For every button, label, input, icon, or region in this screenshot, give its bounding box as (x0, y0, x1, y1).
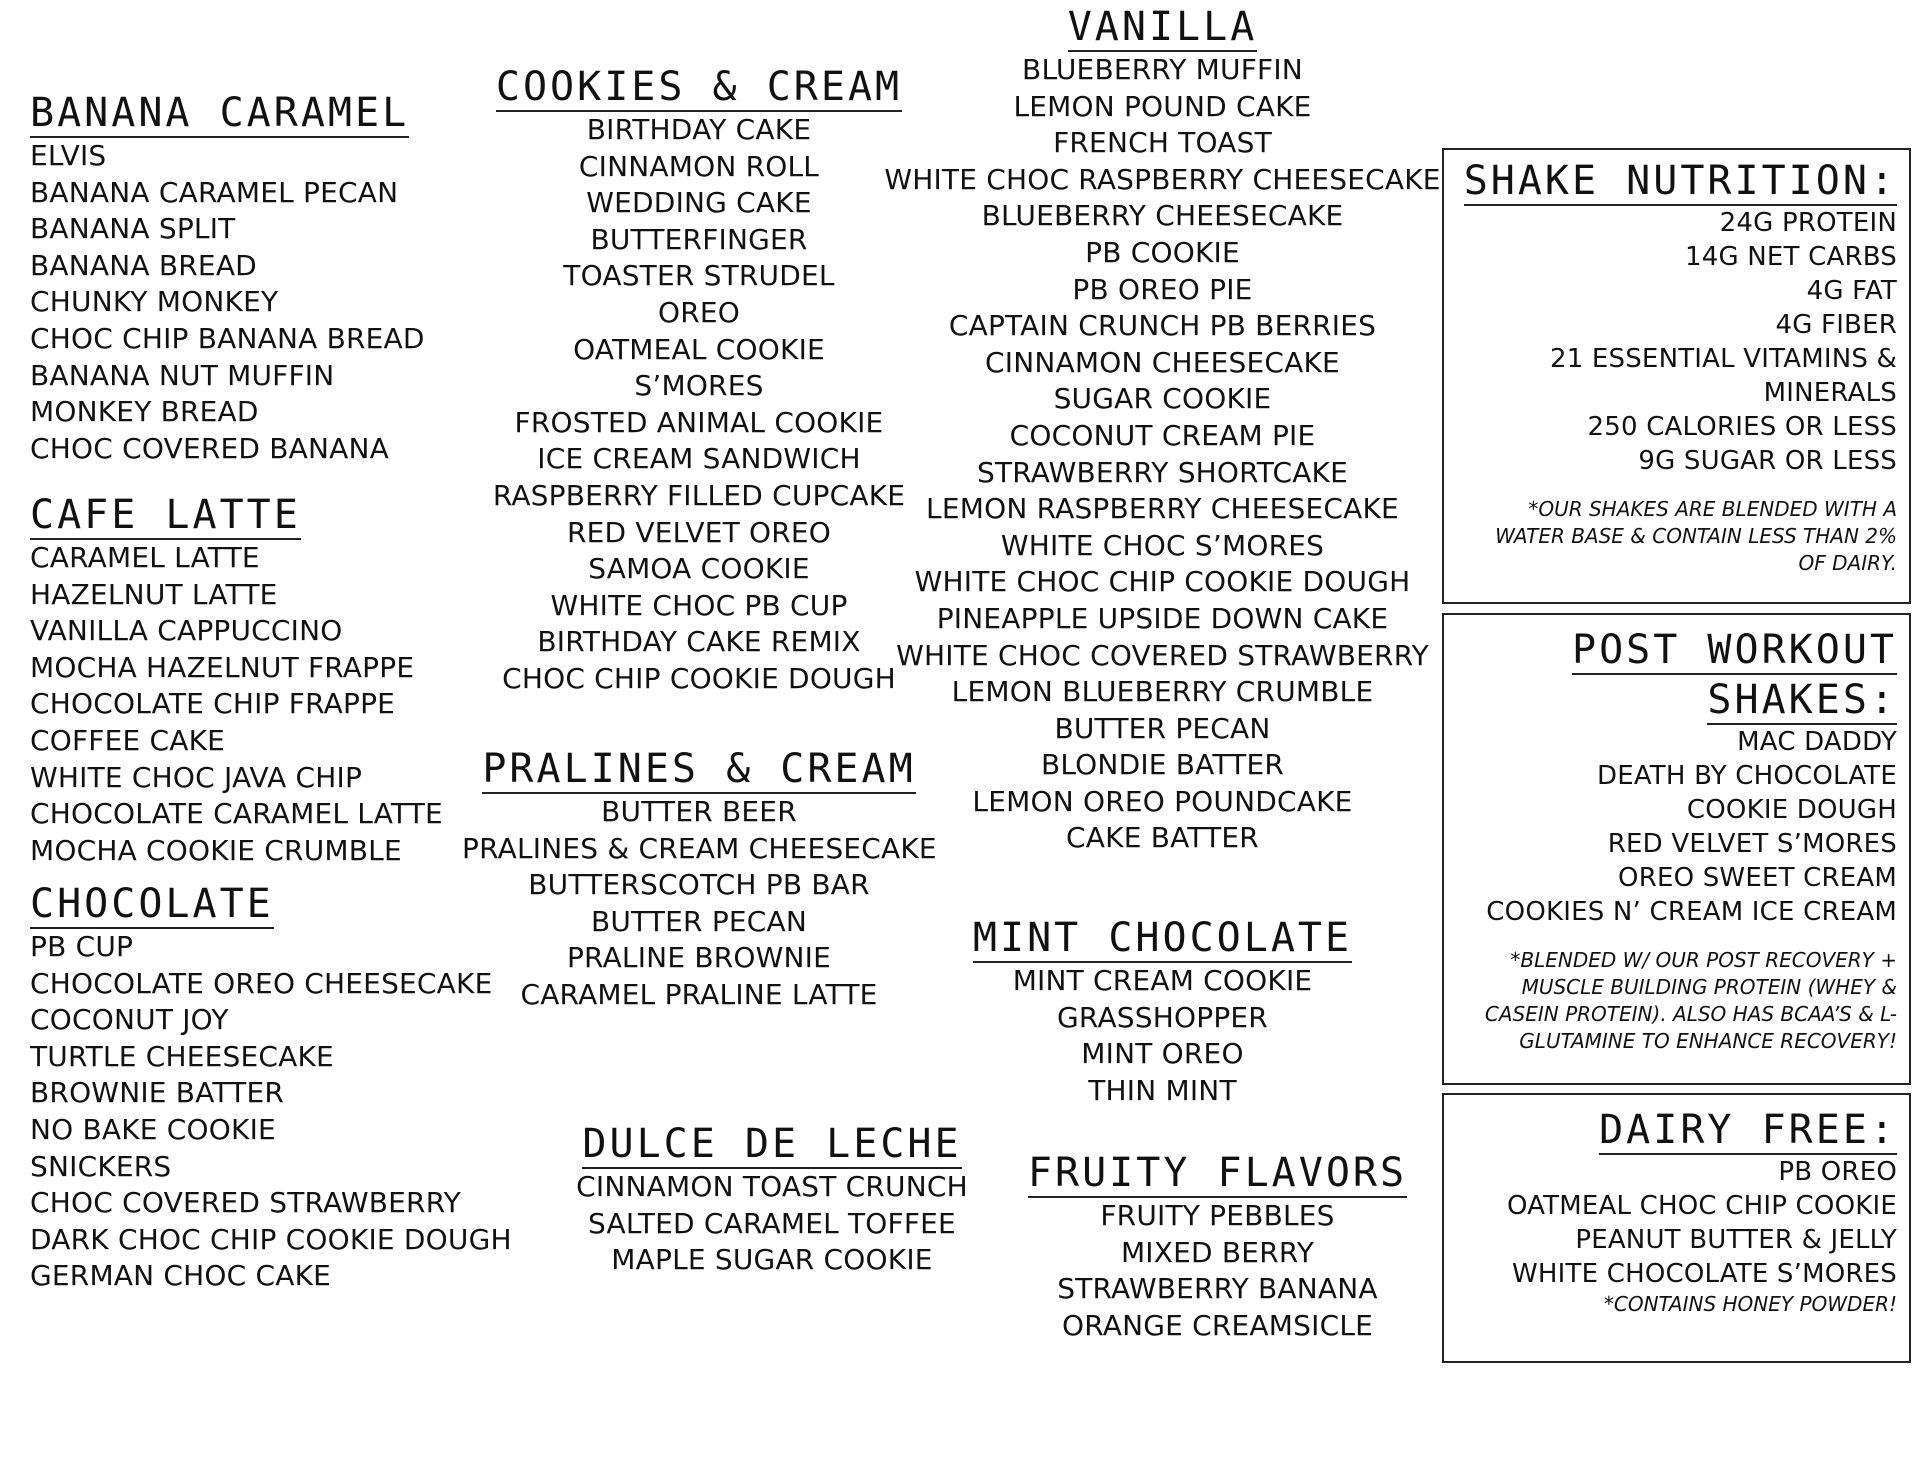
list-item: PB OREO (1778, 1157, 1897, 1187)
list-item: MOCHA HAZELNUT FRAPPE (30, 650, 415, 684)
section-title: COOKIES & CREAM (495, 64, 903, 110)
list-item: MINERALS (1763, 378, 1897, 408)
post-workout-note (1444, 947, 1897, 1055)
list-item: OREO (657, 295, 741, 329)
list-item: PINEAPPLE UPSIDE DOWN CAKE (936, 601, 1389, 635)
list-item: BLUEBERRY CHEESECAKE (981, 199, 1344, 233)
list-item: 4G FAT (1806, 276, 1897, 306)
list-item: WHITE CHOC RASPBERRY CHEESECAKE (884, 162, 1441, 196)
list-item: WHITE CHOC COVERED STRAWBERRY (896, 638, 1429, 672)
list-item: PB CUP (30, 930, 134, 963)
nutrition-box (1442, 148, 1911, 604)
box-title: DAIRY FREE: (1599, 1107, 1897, 1153)
list-item: SAMOA COOKIE (588, 552, 810, 586)
section-dulce-de-leche (555, 1121, 989, 1279)
post-workout-box (1442, 613, 1911, 1085)
list-item: CHOCOLATE CARAMEL LATTE (30, 797, 443, 831)
list-item: FRUITY PEBBLES (1100, 1199, 1335, 1232)
list-item: HAZELNUT LATTE (30, 577, 278, 611)
list-item: BUTTERSCOTCH PB BAR (528, 868, 870, 902)
list-item: MAPLE SUGAR COOKIE (611, 1243, 933, 1277)
list-item: 24G PROTEIN (1719, 208, 1897, 238)
list-item: BIRTHDAY CAKE (586, 113, 812, 146)
dairy-free-list (1444, 1155, 1897, 1291)
list-item: ELVIS (30, 139, 107, 172)
list-item: OATMEAL CHOC CHIP COOKIE (1507, 1191, 1897, 1221)
list-item: FROSTED ANIMAL COOKIE (514, 405, 884, 439)
list-item: OREO SWEET CREAM (1618, 863, 1897, 893)
note-line: *BLENDED W/ OUR POST RECOVERY + (1510, 948, 1897, 972)
section-title: VANILLA (1067, 4, 1258, 50)
list-item: SALTED CARAMEL TOFFEE (588, 1206, 956, 1240)
list-item: CHUNKY MONKEY (30, 285, 279, 319)
list-item: MIXED BERRY (1120, 1235, 1315, 1269)
list-item: MINT OREO (1081, 1037, 1244, 1071)
list-item: BIRTHDAY CAKE REMIX (537, 625, 861, 659)
list-item: BANANA BREAD (30, 248, 257, 282)
list-item: PRALINE BROWNIE (566, 941, 832, 975)
note-line: GLUTAMINE TO ENHANCE RECOVERY! (1519, 1029, 1897, 1053)
list-item: CHOC COVERED STRAWBERRY (30, 1186, 461, 1220)
post-workout-list (1444, 725, 1897, 929)
list-item: STRAWBERRY SHORTCAKE (976, 455, 1349, 489)
flavor-list (462, 794, 936, 1014)
note-line: OF DAIRY. (1798, 551, 1897, 575)
list-item: ORANGE CREAMSICLE (1061, 1308, 1374, 1342)
list-item: BUTTERFINGER (590, 222, 808, 256)
list-item: CINNAMON TOAST CRUNCH (576, 1170, 968, 1203)
flavor-list (870, 52, 1455, 857)
list-item: BROWNIE BATTER (30, 1076, 285, 1110)
section-title: CHOCOLATE (30, 881, 274, 927)
flavor-list (30, 540, 443, 869)
list-item: WHITE CHOCOLATE S’MORES (1512, 1259, 1897, 1289)
list-item: COFFEE CAKE (30, 723, 226, 757)
list-item: ICE CREAM SANDWICH (537, 442, 861, 476)
list-item: 14G NET CARBS (1684, 242, 1897, 272)
section-cookies-cream (462, 64, 936, 698)
list-item: BLONDIE BATTER (1040, 748, 1285, 782)
list-item: BLUEBERRY MUFFIN (1022, 53, 1303, 86)
dairy-free-note (1444, 1291, 1897, 1318)
list-item: NO BAKE COOKIE (30, 1112, 276, 1146)
section-fruity-flavors (1005, 1150, 1430, 1344)
list-item: CHOC CHIP COOKIE DOUGH (502, 661, 896, 695)
list-item: LEMON RASPBERRY CHEESECAKE (926, 492, 1399, 526)
list-item: BANANA NUT MUFFIN (30, 358, 335, 392)
note-line: CASEIN PROTEIN). ALSO HAS BCAA’S & L- (1484, 1002, 1897, 1026)
list-item: PB COOKIE (1085, 235, 1240, 269)
list-item: CAKE BATTER (1066, 821, 1259, 855)
section-title: MINT CHOCOLATE (972, 915, 1353, 961)
list-item: WHITE CHOC JAVA CHIP (30, 760, 363, 794)
flavor-list (555, 1169, 989, 1279)
list-item: 4G FIBER (1775, 310, 1897, 340)
list-item: MONKEY BREAD (30, 395, 259, 429)
list-item: CHOC CHIP BANANA BREAD (30, 321, 425, 355)
section-vanilla (870, 4, 1455, 857)
list-item: MOCHA COOKIE CRUMBLE (30, 833, 402, 867)
list-item: DEATH BY CHOCOLATE (1596, 761, 1897, 791)
nutrition-note (1444, 496, 1897, 577)
nutrition-list (1444, 206, 1897, 478)
flavor-list (462, 112, 936, 698)
list-item: FRENCH TOAST (1053, 126, 1272, 160)
note-line: MUSCLE BUILDING PROTEIN (WHEY & (1521, 975, 1897, 999)
list-item: 250 CALORIES OR LESS (1587, 412, 1897, 442)
list-item: OATMEAL COOKIE (573, 332, 825, 366)
list-item: CINNAMON ROLL (578, 149, 820, 183)
note-line: WATER BASE & CONTAIN LESS THAN 2% (1495, 524, 1897, 548)
list-item: COOKIE DOUGH (1686, 795, 1897, 825)
list-item: COCONUT CREAM PIE (1009, 418, 1316, 452)
list-item: GERMAN CHOC CAKE (30, 1259, 332, 1293)
list-item: CHOC COVERED BANANA (30, 431, 390, 465)
section-chocolate (30, 881, 512, 1295)
list-item: CHOCOLATE OREO CHEESECAKE (30, 966, 493, 1000)
list-item: WHITE CHOC S’MORES (1000, 528, 1325, 562)
box-title-line-1: POST WORKOUT (1572, 627, 1897, 673)
list-item: MINT CREAM COOKIE (1012, 964, 1313, 997)
list-item: LEMON POUND CAKE (1013, 89, 1312, 123)
section-title: BANANA CARAMEL (30, 90, 410, 136)
list-item: 21 ESSENTIAL VITAMINS & (1549, 344, 1897, 374)
list-item: COCONUT JOY (30, 1003, 229, 1037)
list-item: WHITE CHOC PB CUP (550, 588, 848, 622)
box-title: SHAKE NUTRITION: (1463, 158, 1897, 204)
list-item: CHOCOLATE CHIP FRAPPE (30, 687, 396, 721)
list-item: DARK CHOC CHIP COOKIE DOUGH (30, 1222, 512, 1256)
list-item: LEMON BLUEBERRY CRUMBLE (951, 675, 1374, 709)
list-item: BUTTER BEER (601, 795, 797, 828)
list-item: VANILLA CAPPUCCINO (30, 614, 343, 648)
list-item: 9G SUGAR OR LESS (1638, 446, 1897, 476)
list-item: GRASSHOPPER (1057, 1000, 1268, 1034)
list-item: S’MORES (634, 369, 764, 403)
list-item: TOASTER STRUDEL (563, 259, 835, 293)
list-item: COOKIES N’ CREAM ICE CREAM (1486, 897, 1897, 927)
section-cafe-latte (30, 492, 443, 869)
section-mint-chocolate (935, 915, 1390, 1109)
list-item: THIN MINT (1088, 1073, 1237, 1107)
section-title: PRALINES & CREAM (482, 746, 916, 792)
list-item: TURTLE CHEESECAKE (30, 1039, 334, 1073)
list-item: CARAMEL PRALINE LATTE (520, 977, 878, 1011)
list-item: BANANA CARAMEL PECAN (30, 175, 399, 209)
list-item: RED VELVET S’MORES (1607, 829, 1897, 859)
list-item: STRAWBERRY BANANA (1057, 1272, 1378, 1306)
list-item: LEMON OREO POUNDCAKE (972, 784, 1353, 818)
list-item: PEANUT BUTTER & JELLY (1575, 1225, 1897, 1255)
list-item: SNICKERS (30, 1149, 172, 1183)
section-banana-caramel (30, 90, 425, 467)
list-item: BANANA SPLIT (30, 212, 236, 246)
section-title: CAFE LATTE (30, 492, 301, 538)
list-item: PB OREO PIE (1072, 272, 1253, 306)
flavor-list (935, 963, 1390, 1109)
section-pralines-cream (462, 746, 936, 1014)
list-item: WHITE CHOC CHIP COOKIE DOUGH (914, 565, 1411, 599)
flavor-list (30, 929, 512, 1295)
note-line: *CONTAINS HONEY POWDER! (1603, 1292, 1897, 1316)
list-item: RED VELVET OREO (566, 515, 832, 549)
list-item: BUTTER PECAN (1054, 711, 1271, 745)
list-item: MAC DADDY (1737, 727, 1897, 757)
list-item: RASPBERRY FILLED CUPCAKE (492, 478, 906, 512)
list-item: SUGAR COOKIE (1053, 382, 1272, 416)
list-item: PRALINES & CREAM CHEESECAKE (462, 831, 937, 865)
section-title: FRUITY FLAVORS (1027, 1150, 1408, 1196)
flavor-list (1005, 1198, 1430, 1344)
list-item: CAPTAIN CRUNCH PB BERRIES (948, 309, 1377, 343)
list-item: CARAMEL LATTE (30, 541, 260, 574)
box-title-line-2: SHAKES: (1707, 677, 1897, 723)
list-item: CINNAMON CHEESECAKE (985, 345, 1340, 379)
list-item: BUTTER PECAN (590, 904, 808, 938)
list-item: WEDDING CAKE (586, 186, 812, 220)
flavor-list (30, 138, 425, 467)
dairy-free-box (1442, 1093, 1911, 1363)
section-title: DULCE DE LECHE (582, 1121, 962, 1167)
note-line: *OUR SHAKES ARE BLENDED WITH A (1528, 497, 1897, 521)
